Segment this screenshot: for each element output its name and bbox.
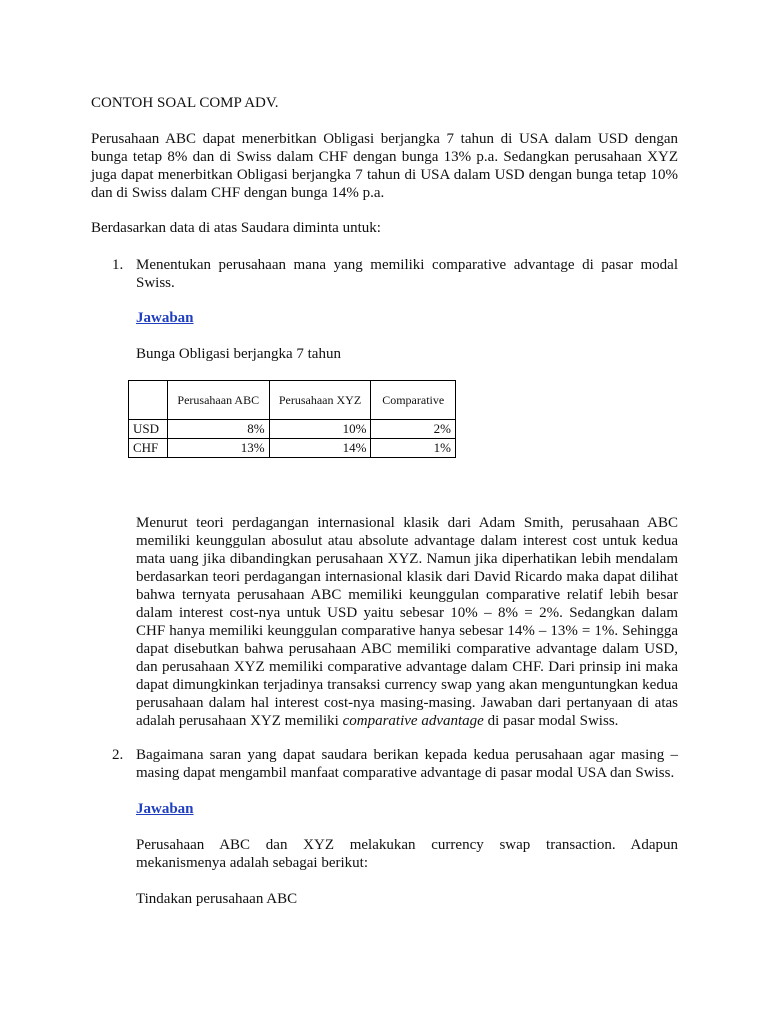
answer-line: Perusahaan ABC dan XYZ melakukan currency swap transaction. Adapun [136,837,678,853]
table-cell: 13% [167,439,269,458]
explanation-line: mata uang jika dibandingkan perusahaan XYZ. Namun jika diperhatikan lebih mendalam [136,551,678,567]
table-header-row [129,381,456,420]
table-header-cell: Perusahaan ABC [167,381,269,420]
question-line: Menentukan perusahaan mana yang memiliki comparative advantage di pasar modal [136,257,678,273]
answer-1-link[interactable]: Jawaban [136,310,194,326]
explanation-line: dapat disebutkan bahwa perusahaan ABC memiliki comparative advantage dalam USD, [136,641,678,657]
question-2-text [136,746,678,782]
explanation-emphasis: comparative advantage [342,713,484,729]
document-title: CONTOH SOAL COMP ADV. [91,95,279,111]
explanation-line: dapat dimungkinkan terjadinya transaksi currency swap yang akan menguntungkan kedua [136,677,678,693]
instruction-prompt: Berdasarkan data di atas Saudara diminta untuk: [91,220,381,236]
table-caption: Bunga Obligasi berjangka 7 tahun [136,346,341,362]
explanation-text: adalah perusahaan XYZ memiliki [136,713,343,729]
question-2-number: 2. [112,747,124,763]
explanation-line: perusahaan dalam hal interest cost-nya masing-masing. Jawaban dari pertanyaan di atas [136,695,678,711]
explanation-line: bahwa ternyata perusahaan ABC memiliki keunggulan comparative relatif lebih besar [136,587,678,603]
table-cell: 8% [167,420,269,439]
explanation-line: CHF hanya memiliki keunggulan comparative hanya sebesar 14% – 13% = 1%. Sehingga [136,623,678,639]
intro-line: juga dapat menerbitkan Obligasi berjangka 7 tahun di USA dalam USD dengan bunga tetap 10% [91,167,678,183]
question-line: Bagaimana saran yang dapat saudara berikan kepada kedua perusahaan agar masing – [136,747,678,763]
table-cell: 10% [269,420,371,439]
explanation-line: Menurut teori perdagangan internasional klasik dari Adam Smith, perusahaan ABC [136,515,678,531]
table-cell: USD [129,420,168,439]
table-row [129,420,456,439]
intro-paragraph [91,130,678,202]
answer-2-link[interactable]: Jawaban [136,801,194,817]
explanation-line: memiliki keunggulan abosulut atau absolute advantage dalam interest cost untuk kedua [136,533,678,549]
explanation-line: dalam interest cost-nya untuk USD yaitu sebesar 10% – 8% = 2%. Sedangkan dalam [136,605,678,621]
table-header-cell: Perusahaan XYZ [269,381,371,420]
question-line: Swiss. [136,275,175,291]
table-header-cell: Comparative [371,381,456,420]
table-cell: 1% [371,439,456,458]
explanation-line: berdasarkan teori perdagangan internasional klasik dari David Ricardo maka dapat dilihat [136,569,678,585]
question-line: masing dapat mengambil manfaat comparative advantage di pasar modal USA dan Swiss. [136,765,675,781]
table-header-cell [129,381,168,420]
explanation-last-line [136,712,678,730]
answer-2-text [136,836,678,872]
question-1-text [136,256,678,292]
table-cell: 2% [371,420,456,439]
answer-1-explanation [136,514,678,730]
table-cell: CHF [129,439,168,458]
bond-rate-table [128,380,456,458]
subheading-abc-action: Tindakan perusahaan ABC [136,891,298,907]
explanation-line: dan perusahaan XYZ memiliki comparative advantage dalam CHF. Dari prinsip ini maka [136,659,678,675]
intro-line: dan di Swiss dalam CHF dengan bunga 14% p.a. [91,185,385,201]
explanation-text: di pasar modal Swiss. [483,713,619,729]
intro-line: Perusahaan ABC dapat menerbitkan Obligasi berjangka 7 tahun di USA dalam USD dengan [91,131,678,147]
answer-line: mekanismenya adalah sebagai berikut: [136,855,368,871]
table-cell: 14% [269,439,371,458]
question-1-number: 1. [112,257,124,273]
intro-line: bunga tetap 8% dan di Swiss dalam CHF dengan bunga 13% p.a. Sedangkan perusahaan XYZ [91,149,678,165]
table-row [129,439,456,458]
